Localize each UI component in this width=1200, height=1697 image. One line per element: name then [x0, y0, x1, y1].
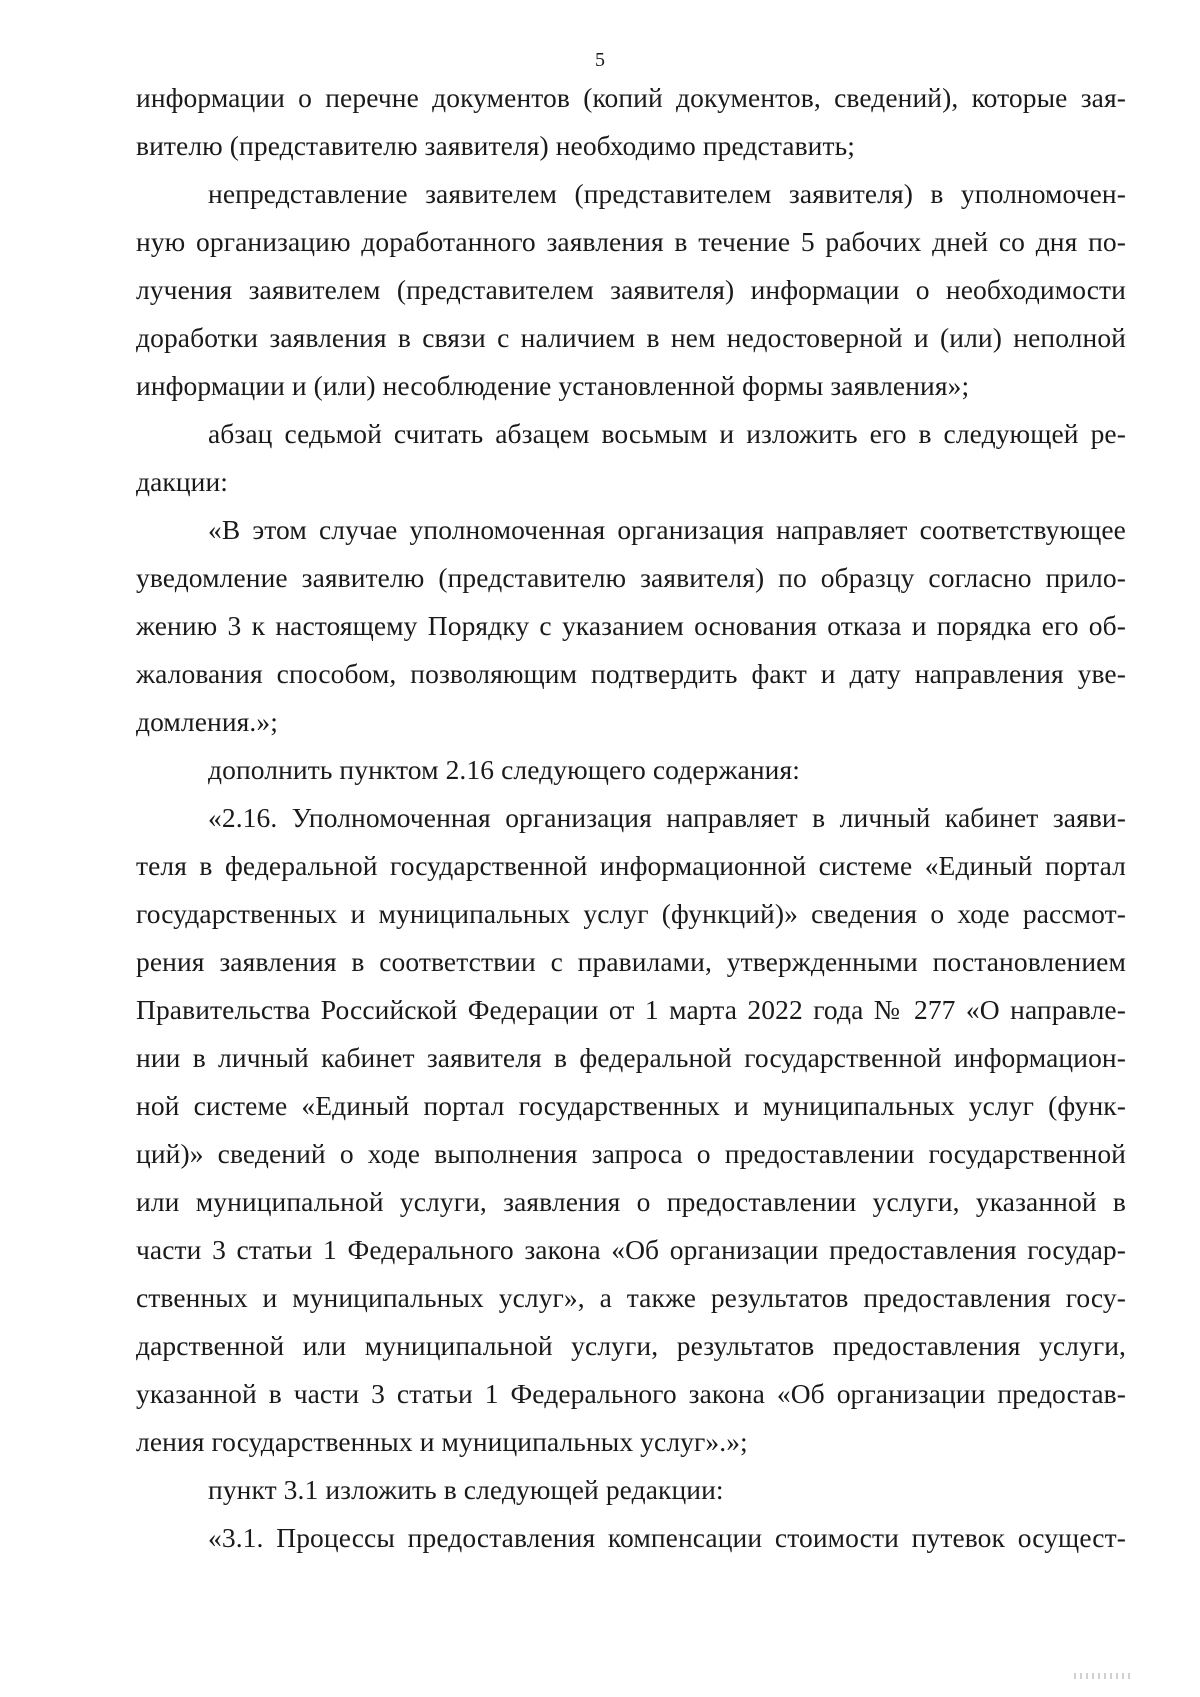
text-line: рения заявления в соответствии с правилами, утвержденными постановлением — [136, 946, 1126, 977]
text-line: домления.»; — [136, 706, 278, 737]
text-line: ной системе «Единый портал государственных и муниципальных услуг (функ- — [136, 1090, 1126, 1121]
text-line: теля в федеральной государственной информационной системе «Единый портал — [136, 850, 1126, 881]
text-line: дакции: — [136, 466, 229, 497]
text-line: ций)» сведений о ходе выполнения запроса о предоставлении государственной — [136, 1138, 1126, 1169]
text-line: информации о перечне документов (копий документов, сведений), которые зая- — [136, 82, 1126, 113]
text-line: дарственной или муниципальной услуги, результатов предоставления услуги, — [136, 1330, 1126, 1361]
text-line: ную организацию доработанного заявления в течение 5 рабочих дней со дня по- — [136, 226, 1126, 257]
text-line: доработки заявления в связи с наличием в нем недостоверной и (или) неполной — [136, 322, 1126, 353]
text-line: пункт 3.1 изложить в следующей редакции: — [208, 1474, 724, 1505]
page-number: 5 — [595, 49, 605, 71]
scan-artifact — [1074, 1673, 1134, 1679]
text-line: вителю (представителю заявителя) необходимо представить; — [136, 130, 855, 161]
text-line: указанной в части 3 статьи 1 Федерального закона «Об организации предостав- — [136, 1378, 1126, 1409]
text-line: «3.1. Процессы предоставления компенсации стоимости путевок осущест- — [208, 1522, 1126, 1553]
text-line: уведомление заявителю (представителю заявителя) по образцу согласно прило- — [136, 562, 1126, 593]
text-line: абзац седьмой считать абзацем восьмым и изложить его в следующей ре- — [208, 418, 1126, 449]
text-line: или муниципальной услуги, заявления о предоставлении услуги, указанной в — [136, 1186, 1126, 1217]
text-line: нии в личный кабинет заявителя в федеральной государственной информацион- — [136, 1042, 1126, 1073]
text-line: «В этом случае уполномоченная организация направляет соответствующее — [208, 514, 1126, 545]
text-line: дополнить пунктом 2.16 следующего содержания: — [208, 754, 800, 785]
document-body — [136, 74, 1126, 1562]
text-line: непредставление заявителем (представителем заявителя) в уполномочен- — [208, 178, 1126, 209]
text-line: жению 3 к настоящему Порядку с указанием основания отказа и порядка его об- — [136, 610, 1126, 641]
text-line: «2.16. Уполномоченная организация направляет в личный кабинет заяви- — [208, 802, 1126, 833]
text-line: лучения заявителем (представителем заявителя) информации о необходимости — [136, 274, 1126, 305]
text-line: жалования способом, позволяющим подтвердить факт и дату направления уве- — [136, 658, 1126, 689]
text-line: части 3 статьи 1 Федерального закона «Об организации предоставления государ- — [136, 1234, 1126, 1265]
text-line: ственных и муниципальных услуг», а также результатов предоставления госу- — [136, 1282, 1126, 1313]
text-line: ления государственных и муниципальных услуг».»; — [136, 1426, 748, 1457]
text-line: государственных и муниципальных услуг (функций)» сведения о ходе рассмот- — [136, 898, 1126, 929]
text-line: информации и (или) несоблюдение установленной формы заявления»; — [136, 370, 970, 401]
text-line: Правительства Российской Федерации от 1 марта 2022 года № 277 «О направле- — [136, 994, 1126, 1025]
